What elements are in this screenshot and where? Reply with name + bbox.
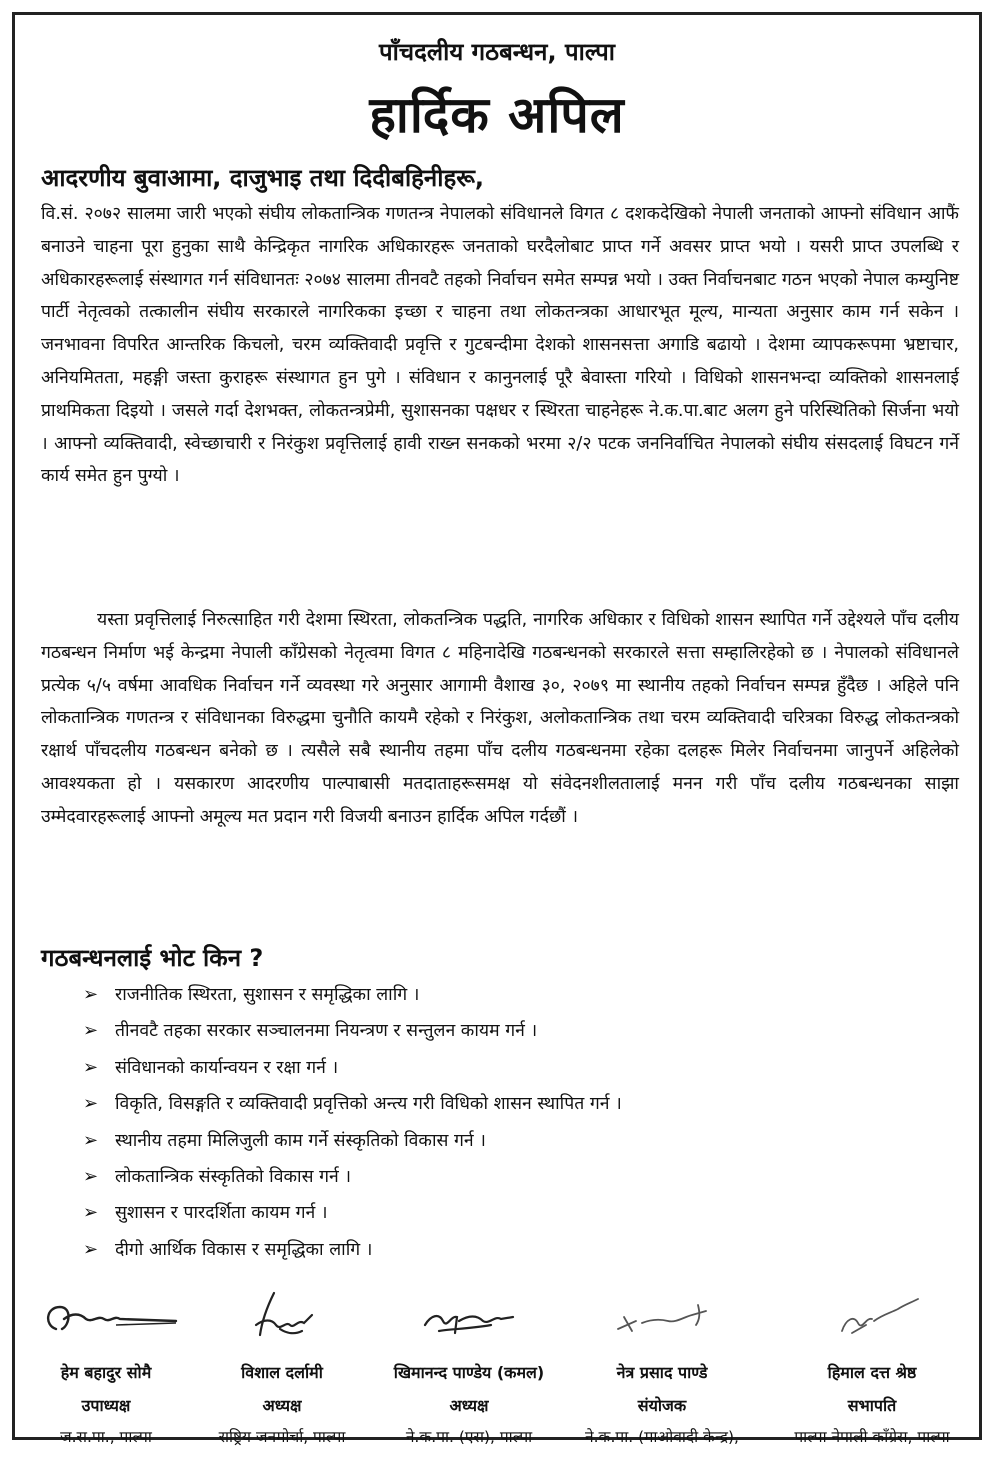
list-item	[83, 1123, 622, 1159]
signatory-role: अध्यक्ष	[449, 1396, 489, 1415]
list-item	[83, 977, 622, 1013]
signatory-role: अध्यक्ष	[262, 1396, 302, 1415]
list-item	[83, 1013, 622, 1049]
list-item	[83, 1086, 622, 1122]
reason-text: राजनीतिक स्थिरता, सुशासन र समृद्धिका लागि ।	[115, 985, 420, 1005]
reason-list	[83, 977, 622, 1268]
signatory-name: खिमानन्द पाण्डेय (कमल)	[393, 1363, 545, 1382]
signature-image	[202, 1285, 362, 1349]
signature-image	[782, 1285, 962, 1349]
list-item	[83, 1050, 622, 1086]
reason-text: तीनवटै तहका सरकार सञ्चालनमा नियन्त्रण र सन्तुलन कायम गर्न ।	[115, 1021, 538, 1042]
signatory-name: नेत्र प्रसाद पाण्डे	[616, 1363, 708, 1382]
arrow-bullet-icon: ➢	[83, 1020, 99, 1042]
arrow-bullet-icon: ➢	[83, 1129, 99, 1151]
signatory-4	[563, 1285, 761, 1453]
signatory-1	[7, 1285, 205, 1453]
signatory-party: ज.स.पा., पाल्पा	[60, 1428, 152, 1446]
salutation: आदरणीय बुवाआमा, दाजुभाइ तथा दिदीबहिनीहरू,	[41, 164, 484, 192]
signatory-role: सभापति	[847, 1396, 897, 1415]
page-title: हार्दिक अपिल	[369, 86, 625, 144]
organization-name: पाँचदलीय गठबन्धन, पाल्पा	[379, 38, 615, 66]
signatory-name: विशाल दर्लामी	[241, 1363, 323, 1382]
reason-text: विकृति, विसङ्गति र व्यक्तिवादी प्रवृत्तिको अन्त्य गरी विधिको शासन स्थापित गर्न ।	[115, 1094, 622, 1115]
list-item	[83, 1232, 622, 1268]
signatory-2	[183, 1285, 381, 1453]
signatory-party: ने.क.पा. (माओवादी केन्द्र),	[585, 1428, 739, 1446]
list-item	[83, 1159, 622, 1195]
arrow-bullet-icon: ➢	[83, 1165, 99, 1187]
signatory-name: हेम बहादुर सोमै	[60, 1363, 152, 1382]
list-item	[83, 1195, 622, 1231]
arrow-bullet-icon: ➢	[83, 1238, 99, 1260]
appeal-paragraph-2: यस्ता प्रवृत्तिलाई निरुत्साहित गरी देशमा स्थिरता, लोकतन्त्रिक पद्धति, नागरिक अधिकार र विधिको शासन स्थापित गर्ने उद्देश्यले पाँच दलीय गठबन्धन निर्माण भई केन्द्रमा नेपाली काँग्रेसको नेतृत्वमा विगत ८ महिनादेखि गठबन्धनको सरकारले सत्ता सम्हालिरहेको छ । नेपालको संविधानले प्रत्येक ५/५ वर्षमा आवधिक निर्वाचन गर्ने व्यवस्था गरे अनुसार आगामी वैशाख ३०, २०७९ मा स्थानीय तहको निर्वाचन सम्पन्न हुँदैछ । अहिले पनि लोकतान्त्रिक गणतन्त्र र संविधानका विरुद्धमा चुनौति कायमै रहेको र निरंकुश, अलोकतान्त्रिक तथा चरम व्यक्तिवादी चरित्रका विरुद्ध लोकतन्त्रको रक्षार्थ पाँचदलीय गठबन्धन बनेको छ । त्यसैले सबै स्थानीय तहमा पाँच दलीय गठबन्धनमा रहेका दलहरू मिलेर निर्वाचनमा जानुपर्ने अहिलेको आवश्यकता हो । यसकारण आदरणीय पाल्पाबासी मतदाताहरूसमक्ष यो संवेदनशीलतालाई मनन गरी पाँच दलीय गठबन्धनका साझा उम्मेदवारहरूलाई आफ्नो अमूल्य मत प्रदान गरी विजयी बनाउन हार्दिक अपिल गर्दछौं ।	[41, 610, 959, 827]
signatory-party: पाल्पा नेपाली काँग्रेस, पाल्पा	[794, 1428, 950, 1446]
arrow-bullet-icon: ➢	[83, 1202, 99, 1224]
signatory-role: उपाध्यक्ष	[81, 1396, 131, 1415]
appeal-paragraph-1: वि.सं. २०७२ सालमा जारी भएको संघीय लोकतान्त्रिक गणतन्त्र नेपालको संविधानले विगत ८ दशकदेखिको नेपाली जनताको आफ्नो संविधान आफैं बनाउने चाहना पूरा हुनुका साथै केन्द्रिकृत नागरिक अधिकारहरू जनताको घरदैलोबाट प्राप्त गर्ने अवसर प्राप्त भयो । यसरी प्राप्त उपलब्धि र अधिकारहरूलाई संस्थागत गर्न संविधानतः २०७४ सालमा तीनवटै तहको निर्वाचन समेत सम्पन्न भयो । उक्त निर्वाचनबाट गठन भएको नेपाल कम्युनिष्ट पार्टी नेतृत्वको तत्कालीन संघीय सरकारले नागरिकका इच्छा र चाहना तथा लोकतन्त्रका आधारभूत मूल्य, मान्यता अनुसार काम गर्न सकेन । जनभावना विपरित आन्तरिक किचलो, चरम व्यक्तिवादी प्रवृत्ति र गुटबन्दीमा देशको शासनसत्ता अगाडि बढायो । देशमा व्यापकरूपमा भ्रष्टाचार, अनियमितता, महङ्गी जस्ता कुराहरू संस्थागत हुन पुगे । संविधान र कानुनलाई पूरै बेवास्ता गरियो । विधिको शासनभन्दा व्यक्तिको शासनलाई प्राथमिकता दिइयो । जसले गर्दा देशभक्त, लोकतन्त्रप्रेमी, सुशासनका पक्षधर र स्थिरता चाहनेहरू ने.क.पा.बाट अलग हुने परिस्थितिको सिर्जना भयो । आफ्नो व्यक्तिवादी, स्वेच्छाचारी र निरंकुश प्रवृत्तिलाई हावी राख्न सनकको भरमा २/२ पटक जननिर्वाचित नेपालको संघीय संसदलाई विघटन गर्ने कार्य समेत हुन पुग्यो ।	[41, 204, 959, 487]
arrow-bullet-icon: ➢	[83, 984, 99, 1005]
reason-text: सुशासन र पारदर्शिता कायम गर्न ।	[115, 1203, 328, 1224]
arrow-bullet-icon: ➢	[83, 1056, 99, 1078]
reason-text: दीगो आर्थिक विकास र समृद्धिका लागि ।	[115, 1239, 373, 1260]
signature-image	[379, 1285, 559, 1349]
reason-text: संविधानको कार्यान्वयन र रक्षा गर्न ।	[115, 1057, 339, 1078]
reason-text: लोकतान्त्रिक संस्कृतिको विकास गर्न ।	[115, 1166, 351, 1187]
signatory-name: हिमाल दत्त श्रेष्ठ	[827, 1363, 917, 1382]
arrow-bullet-icon: ➢	[83, 1093, 99, 1115]
signatory-role: संयोजक	[637, 1396, 687, 1415]
why-vote-heading: गठबन्धनलाई भोट किन ?	[41, 944, 264, 972]
appeal-poster	[12, 12, 982, 1446]
signatory-5	[773, 1285, 971, 1453]
signature-image	[26, 1285, 186, 1349]
signatory-3	[370, 1285, 568, 1453]
reason-text: स्थानीय तहमा मिलिजुली काम गर्ने संस्कृतिको विकास गर्न ।	[115, 1130, 486, 1151]
signature-image	[572, 1285, 752, 1349]
signatory-party: ने.क.पा. (एस), पाल्पा	[405, 1428, 533, 1446]
signatory-party: राष्ट्रिय जनमोर्चा, पाल्पा	[218, 1428, 346, 1446]
